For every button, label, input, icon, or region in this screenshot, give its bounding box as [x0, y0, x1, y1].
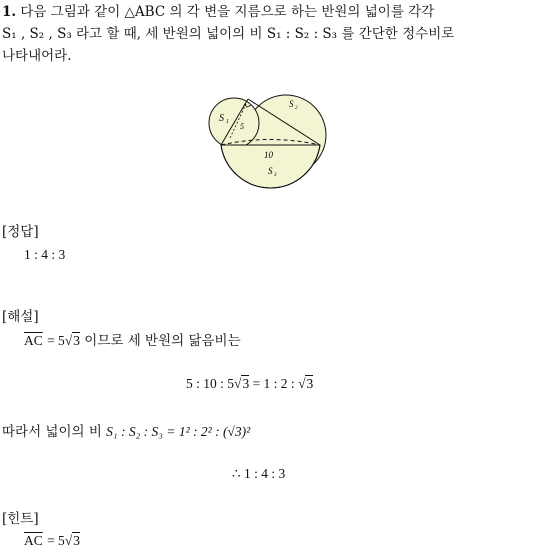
ratio-right: = 1 : 2 :	[252, 376, 299, 391]
solution-text-1: 이므로 세 반원의 닮음비는	[84, 333, 241, 349]
figure-diagram	[0, 88, 535, 198]
answer-value: 1 : 4 : 3	[24, 247, 66, 262]
ratio-left: 5 : 10 : 5	[186, 376, 235, 391]
label-s2: S	[289, 99, 294, 109]
ratio-line: 5 : 10 : 5√3 = 1 : 2 : √3	[186, 376, 314, 391]
solution-heading: [해설]	[2, 309, 39, 325]
problem-number: 1.	[2, 4, 17, 20]
problem-text-1: 다음 그림과 같이 △ABC 의 각 변을 지름으로 하는 반원의 넓이를 각각	[20, 4, 435, 20]
label-s3: S	[268, 166, 273, 176]
area-ratio-expr: S₁ : S₂ : S₃ = 1² : 2² : (√3)²	[106, 424, 251, 439]
label-ten: 10	[264, 150, 273, 160]
hint-heading: [힌트]	[2, 511, 39, 527]
therefore-line: ∴ 1 : 4 : 3	[232, 466, 286, 481]
answer-heading: [정답]	[2, 224, 39, 240]
hint-line: $\overline{AC} = 5√3$	[24, 533, 80, 548]
label-s1: S	[219, 113, 224, 124]
ratio-radicand-2: 3	[306, 376, 314, 391]
problem-line-2: S₁ , S₂ , S₃ 라고 할 때, 세 반원의 넓이의 비 S₁ : S₂ : S₃ 를 간단한 정수비로	[2, 26, 455, 42]
label-s1-sub: 1	[226, 119, 229, 125]
problem-line-1	[2, 2, 434, 22]
hint-segment-ac: $\overline{AC}$	[24, 533, 43, 548]
eq-value: = 5	[47, 333, 65, 348]
ratio-radicand: 3	[242, 376, 250, 391]
label-s2-sub: 2	[295, 106, 298, 111]
hint-eq: = 5	[47, 533, 65, 548]
solution-text-2: 따라서 넓이의 비	[2, 424, 102, 440]
label-s3-sub: 3	[274, 173, 277, 178]
segment-ac: $\overline{AC}$	[24, 333, 43, 348]
problem-line-3: 나타내어라.	[2, 48, 72, 64]
radicand: 3	[73, 333, 80, 348]
solution-line-1: $\overline{AC} = 5√3$ 이므로 세 반원의 닮음비는	[24, 333, 241, 349]
solution-line-2	[2, 422, 250, 442]
label-five: 5	[240, 122, 244, 131]
hint-radicand: 3	[73, 533, 80, 548]
